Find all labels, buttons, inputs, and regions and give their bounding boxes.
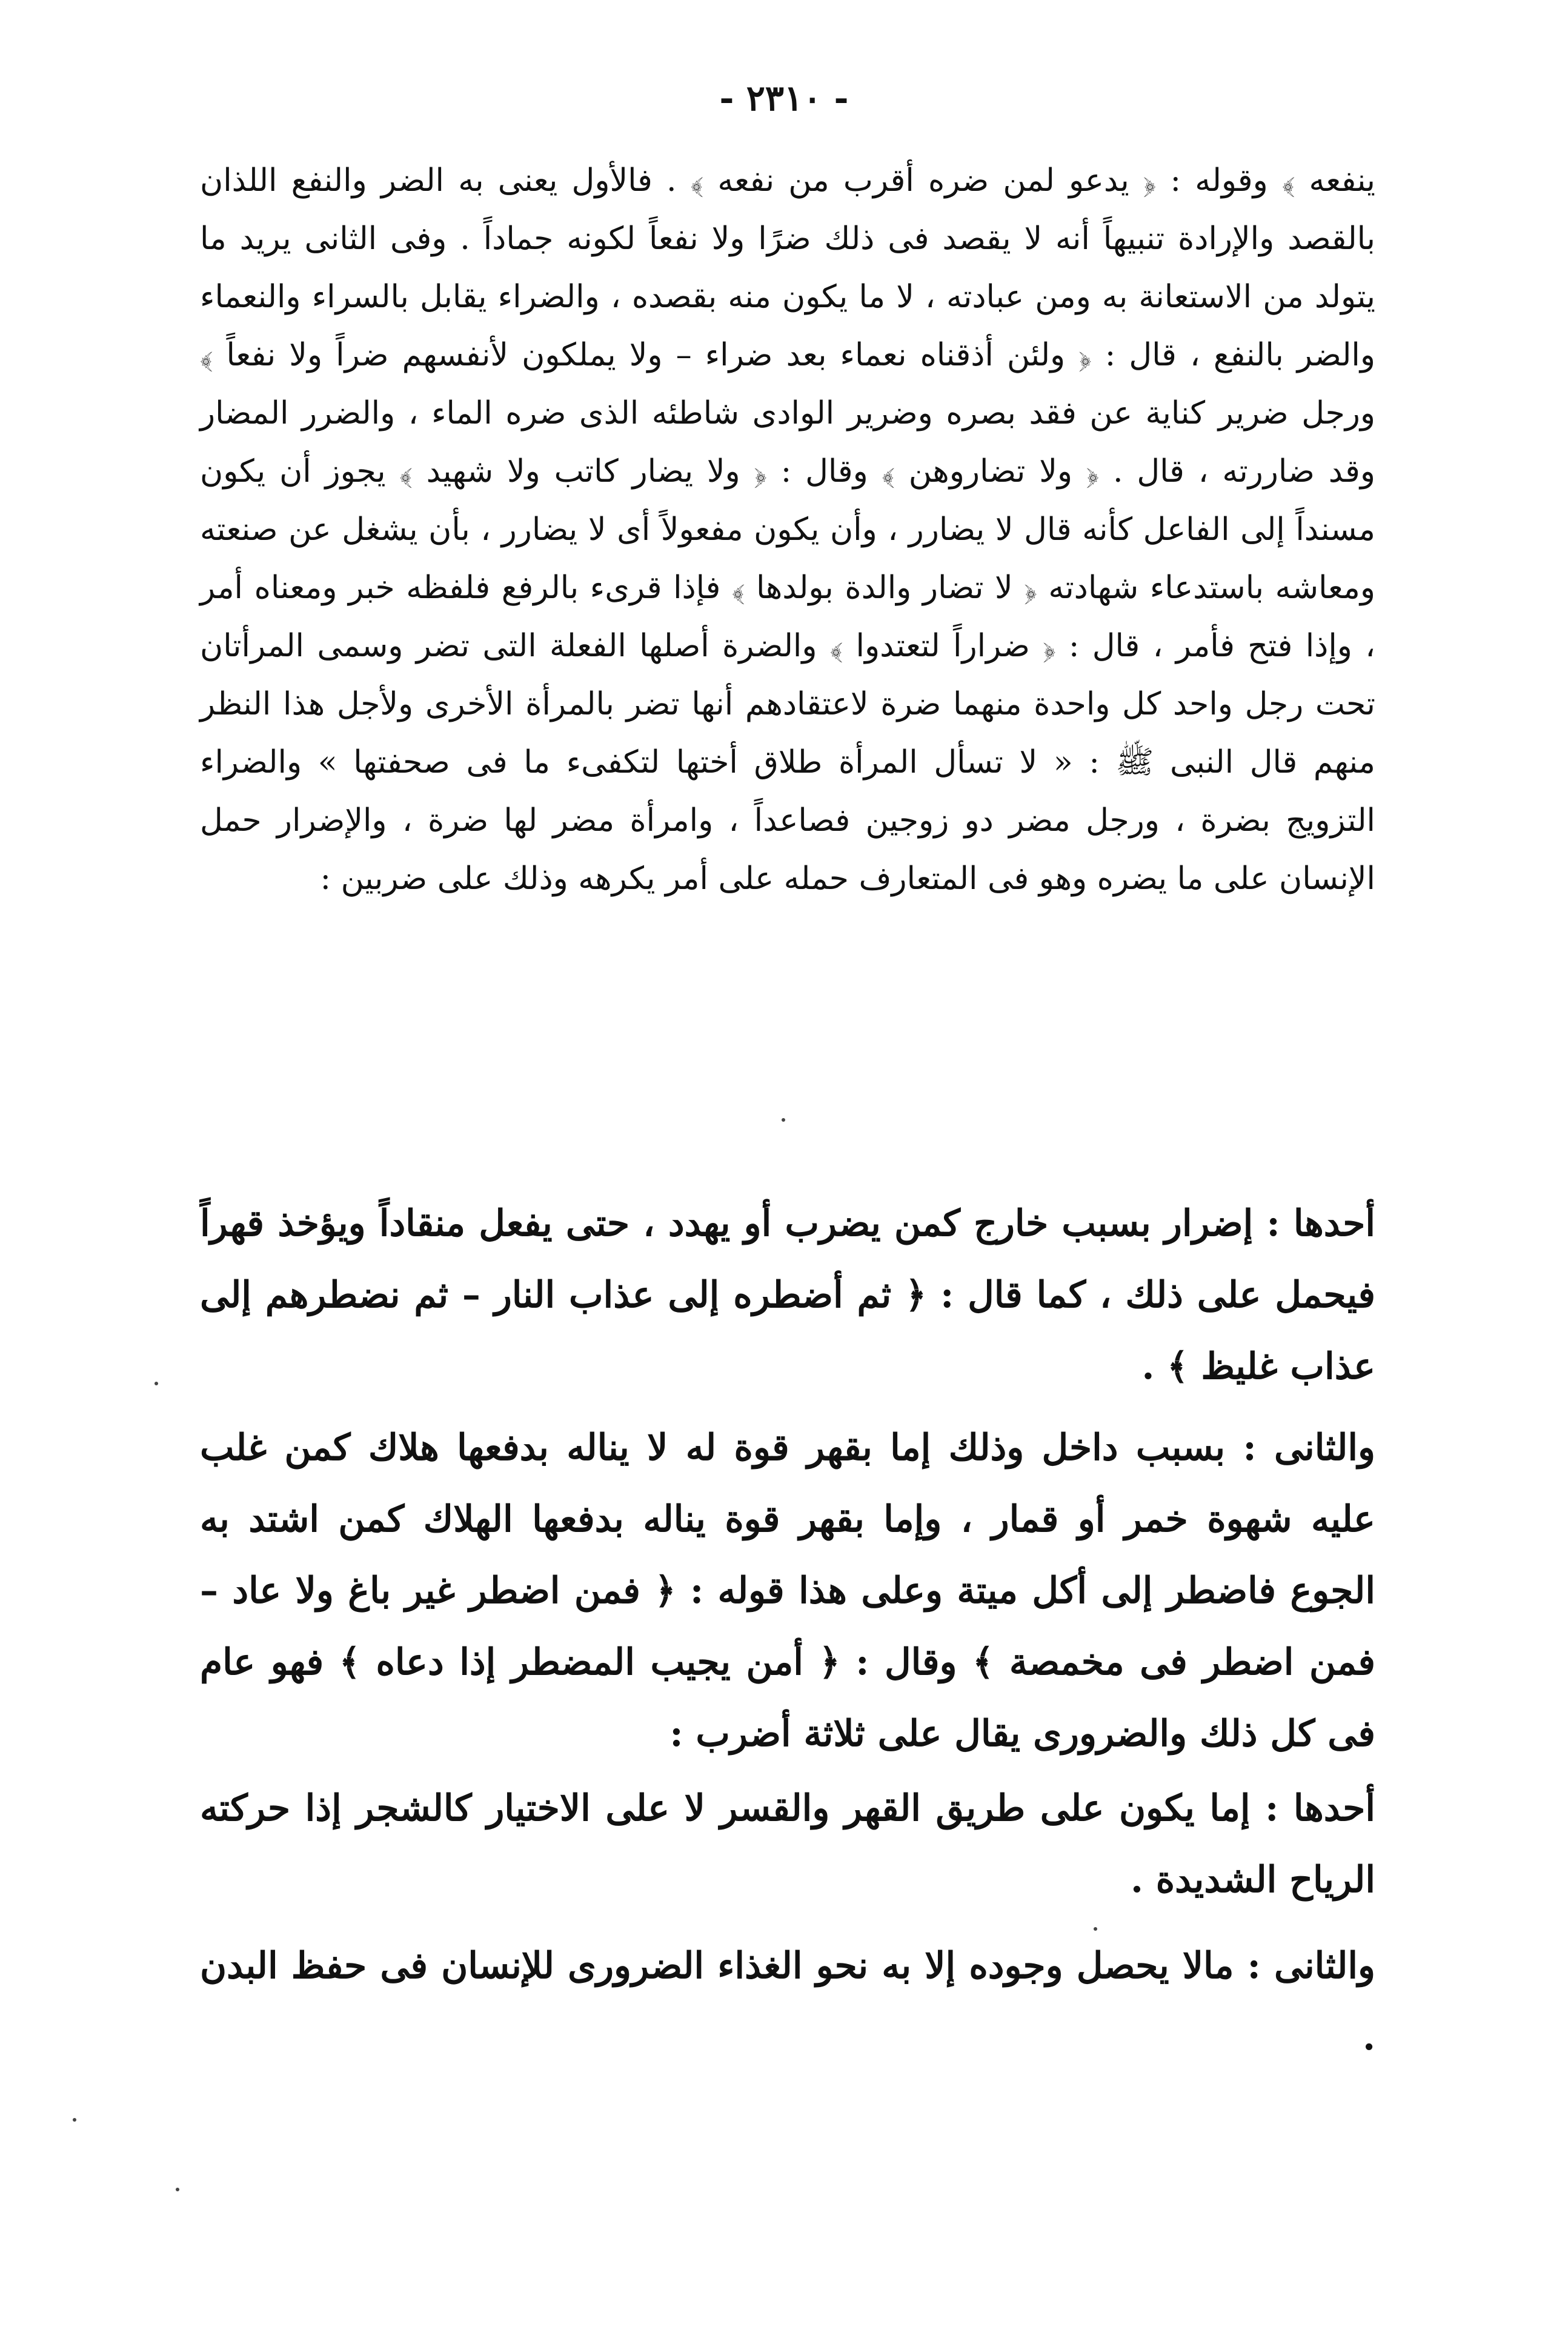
page-number: - ٢٣١٠ -: [719, 78, 849, 119]
paragraph: [200, 1412, 1375, 1770]
scan-speck: [782, 1118, 785, 1122]
paragraph-lead: والثانى :: [1247, 1945, 1375, 1987]
paragraph-text: إما يكون على طريق القهر والقسر لا على الاختيار كالشجر إذا حركته الرياح الشديدة .: [200, 1787, 1375, 1901]
paragraph-lead: أحدها :: [1266, 1202, 1376, 1245]
scan-speck: [176, 2188, 179, 2191]
paragraph-text: مالا يحصل وجوده إلا به نحو الغذاء الضرورى للإنسان فى حفظ البدن .: [200, 1945, 1375, 2059]
paragraph-text: بسبب داخل وذلك إما بقهر قوة له لا يناله بدفعها هلاك كمن غلب عليه شهوة خمر أو قمار ، وإما بقهر قوة يناله بدفعها الهلاك كمن اشتد به الجوع فاضطر إلى أكل ميتة وعلى هذا قوله : ﴿ فمن اضطر غير باغ ولا عاد – فمن اضطر فى مخمصة ﴾ وقال : ﴿ أمن يجيب المضطر إذا دعاه ﴾ فهو عام فى كل ذلك والضرورى يقال على ثلاثة أضرب :: [200, 1427, 1375, 1755]
paragraph-lead: أحدها :: [1265, 1787, 1376, 1830]
paragraph-text: إضرار بسبب خارج كمن يضرب أو يهدد ، حتى يفعل منقاداً ويؤخذ قهراً فيحمل على ذلك ، كما قال : ﴿ ثم أضطره إلى عذاب النار – ثم نضطرهم إلى عذاب غليظ ﴾ .: [200, 1202, 1375, 1388]
scan-speck: [73, 2118, 76, 2122]
paragraph: [200, 1773, 1375, 1916]
paragraph-lead: والثانى :: [1243, 1427, 1376, 1469]
scan-speck: [1094, 1927, 1097, 1931]
paragraph: [200, 152, 1375, 908]
paragraph-text: ينفعه ﴾ وقوله : ﴿ يدعو لمن ضره أقرب من نفعه ﴾ . فالأول يعنى به الضر والنفع اللذان بالقصد والإرادة تنبيهاً أنه لا يقصد فى ذلك ضرًا ولا نفعاً لكونه جماداً . وفى الثانى يريد ما يتولد من الاستعانة به ومن عبادته ، لا ما يكون منه بقصده ، والضراء يقابل بالسراء والنعماء والضر بالنفع ، قال : ﴿ ولئن أذقناه نعماء بعد ضراء – ولا يملكون لأنفسهم ضراً ولا نفعاً ﴾ ورجل ضرير كناية عن فقد بصره وضرير الوادى شاطئه الذى ضره الماء ، والضرر المضار وقد ضاررته ، قال . ﴿ ولا تضاروهن ﴾ وقال : ﴿ ولا يضار كاتب ولا شهيد ﴾ يجوز أن يكون مسنداً إلى الفاعل كأنه قال لا يضارر ، وأن يكون مفعولاً أى لا يضارر ، بأن يشغل عن صنعته ومعاشه باستدعاء شهادته ﴿ لا تضار والدة بولدها ﴾ فإذا قرىء بالرفع فلفظه خبر ومعناه أمر ، وإذا فتح فأمر ، قال : ﴿ ضراراً لتعتدوا ﴾ والضرة أصلها الفعلة التى تضر وسمى المرأتان تحت رجل واحد كل واحدة منهما ضرة لاعتقادهم أنها تضر بالمرأة الأخرى ولأجل هذا النظر منهم قال النبى ﷺ : « لا تسأل المرأة طلاق أختها لتكفىء ما فى صحفتها » والضراء التزويج بضرة ، ورجل مضر دو زوجين فصاعداً ، وامرأة مضر لها ضرة ، والإضرار حمل الإنسان على ما يضره وهو فى المتعارف حمله على أمر يكرهه وذلك على ضربين :: [200, 162, 1375, 897]
paragraph: [200, 1188, 1375, 1402]
scan-speck: [154, 1382, 158, 1385]
paragraph: [200, 1930, 1375, 2073]
